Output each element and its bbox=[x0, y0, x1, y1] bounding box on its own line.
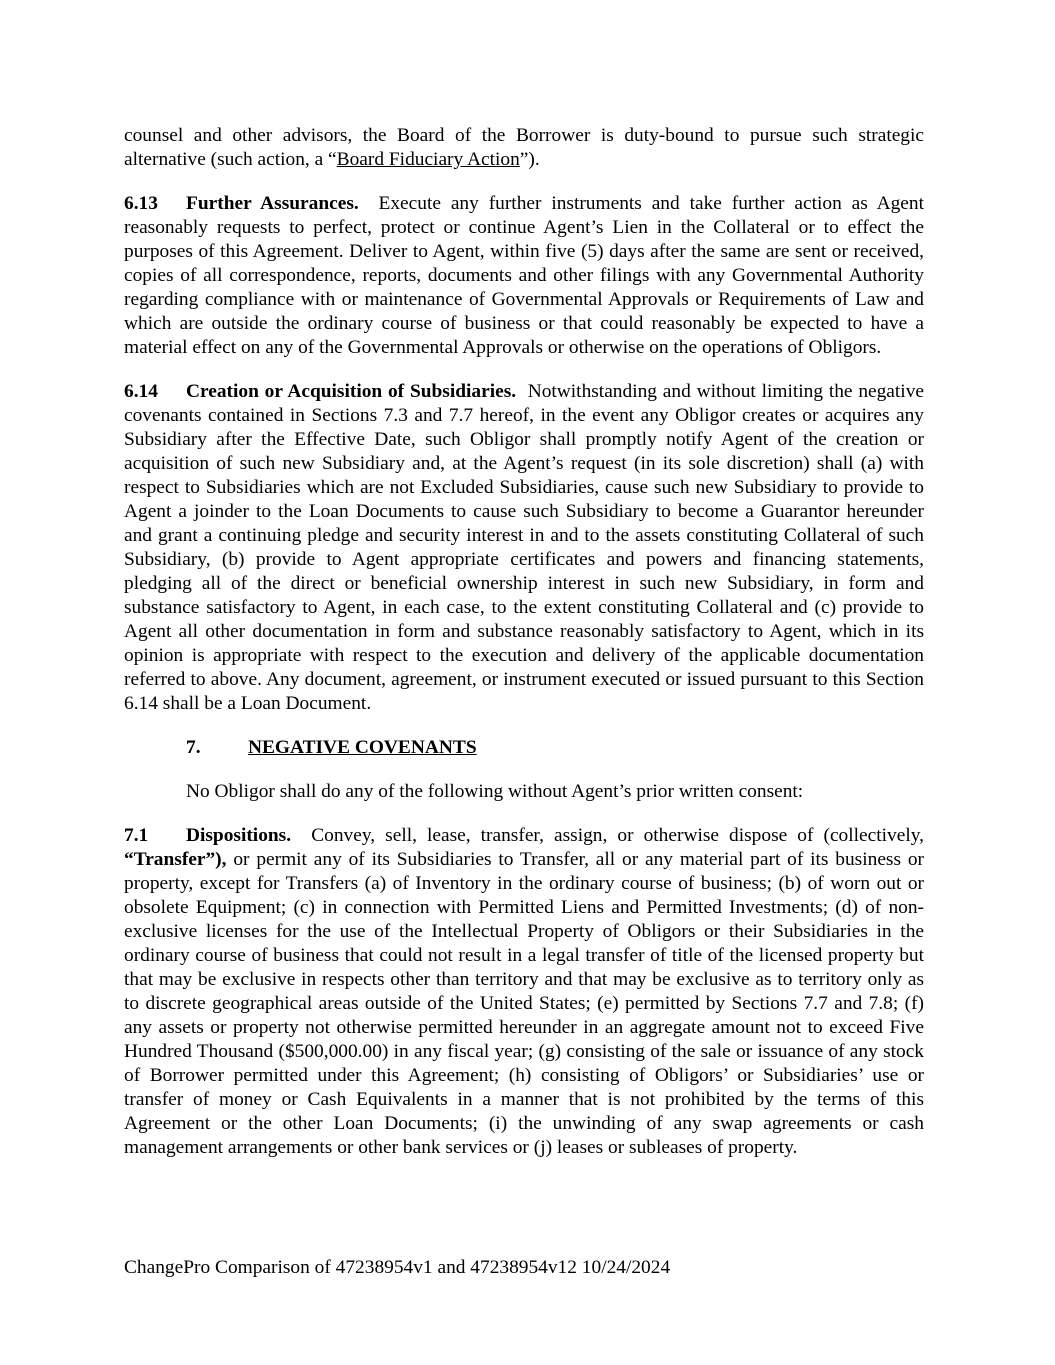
article-number: 7. bbox=[186, 737, 201, 758]
section-body: Notwithstanding and without limiting the negative covenants contained in Sections 7.3 and 7.7 hereof, in the event any Obligor creates or acquires any Subsidiary after the Effective Date, such Obligor shall promptly notify Agent of the creation or acquisition of such new Subsidiary and, at the Agent’s request (in its sole discretion) shall (a) with respect to Subsidiaries which are not Excluded Subsidiaries, cause such new Subsidiary to provide to Agent a joinder to the Loan Documents to cause such Subsidiary to become a Guarantor hereunder and grant a continuing pledge and security interest in and to the assets constituting Collateral of such Subsidiary, (b) provide to Agent appropriate certificates and powers and financing statements, pledging all of the direct or beneficial ownership interest in such new Subsidiary, in form and substance satisfactory to Agent, in each case, to the extent constituting Collateral and (c) provide to Agent all other documentation in form and substance reasonably satisfactory to Agent, which in its opinion is appropriate with respect to the execution and delivery of the applicable documentation referred to above. Any document, agreement, or instrument executed or issued pursuant to this Section 6.14 shall be a Loan Document. bbox=[124, 381, 924, 714]
section-number: 7.1 bbox=[124, 825, 149, 846]
section-number: 6.14 bbox=[124, 381, 158, 402]
section-6-14 bbox=[124, 380, 924, 716]
article-7-lead-in: No Obligor shall do any of the following without Agent’s prior written consent: bbox=[186, 781, 804, 802]
section-body-rest: or permit any of its Subsidiaries to Transfer, all or any material part of its business or property, except for Transfers (a) of Inventory in the ordinary course of business; (b) of worn out or obsolete Equipment; (c) in connection with Permitted Liens and Permitted Investments; (d) of non-exclusive licenses for the use of the Intellectual Property of Obligors or their Subsidiaries in the ordinary course of business that could not result in a legal transfer of title of the licensed property but that may be exclusive in respects other than territory and that may be exclusive as to territory only as to discrete geographical areas outside of the United States; (e) permitted by Sections 7.7 and 7.8; (f) any assets or property not otherwise permitted hereunder in an aggregate amount not to exceed Five Hundred Thousand ($500,000.00) in any fiscal year; (g) consisting of the sale or issuance of any stock of Borrower permitted under this Agreement; (h) consisting of Obligors’ or Subsidiaries’ use or transfer of money or Cash Equivalents in a manner that is not prohibited by the terms of this Agreement or the other Loan Documents; (i) the unwinding of any swap agreements or cash management arrangements or other bank services or (j) leases or subleases of property. bbox=[124, 849, 924, 1158]
section-title: Further Assurances. bbox=[186, 193, 359, 214]
article-7-heading bbox=[124, 736, 924, 760]
transfer-defined-term: “Transfer”), bbox=[124, 849, 227, 870]
section-title: Dispositions. bbox=[186, 825, 292, 846]
intro-text-end: ”). bbox=[519, 149, 540, 170]
intro-text: counsel and other advisors, the Board of the Borrower is duty-bound to pursue such strategic alternative (such action, a “ bbox=[124, 125, 924, 170]
section-body: Execute any further instruments and take further action as Agent reasonably requests to perfect, protect or continue Agent’s Lien in the Collateral or to effect the purposes of this Agreement. Deliver to Agent, within five (5) days after the same are sent or received, copies of all correspondence, reports, documents and other filings with any Governmental Authority regarding compliance with or maintenance of Governmental Approvals or Requirements of Law and which are outside the ordinary course of business or that could reasonably be expected to have a material effect on any of the Governmental Approvals or otherwise on the operations of Obligors. bbox=[124, 193, 924, 358]
section-6-13 bbox=[124, 192, 924, 360]
section-title: Creation or Acquisition of Subsidiaries. bbox=[186, 381, 517, 402]
document-page bbox=[124, 124, 924, 1160]
section-7-1 bbox=[124, 824, 924, 1160]
intro-paragraph bbox=[124, 124, 924, 172]
section-number: 6.13 bbox=[124, 193, 158, 214]
document-footer: ChangePro Comparison of 47238954v1 and 47238954v12 10/24/2024 bbox=[124, 1257, 671, 1278]
board-fiduciary-action-term: Board Fiduciary Action bbox=[336, 149, 520, 170]
article-title: NEGATIVE COVENANTS bbox=[248, 737, 477, 758]
section-body-start: Convey, sell, lease, transfer, assign, or otherwise dispose of (collectively, bbox=[311, 825, 924, 846]
